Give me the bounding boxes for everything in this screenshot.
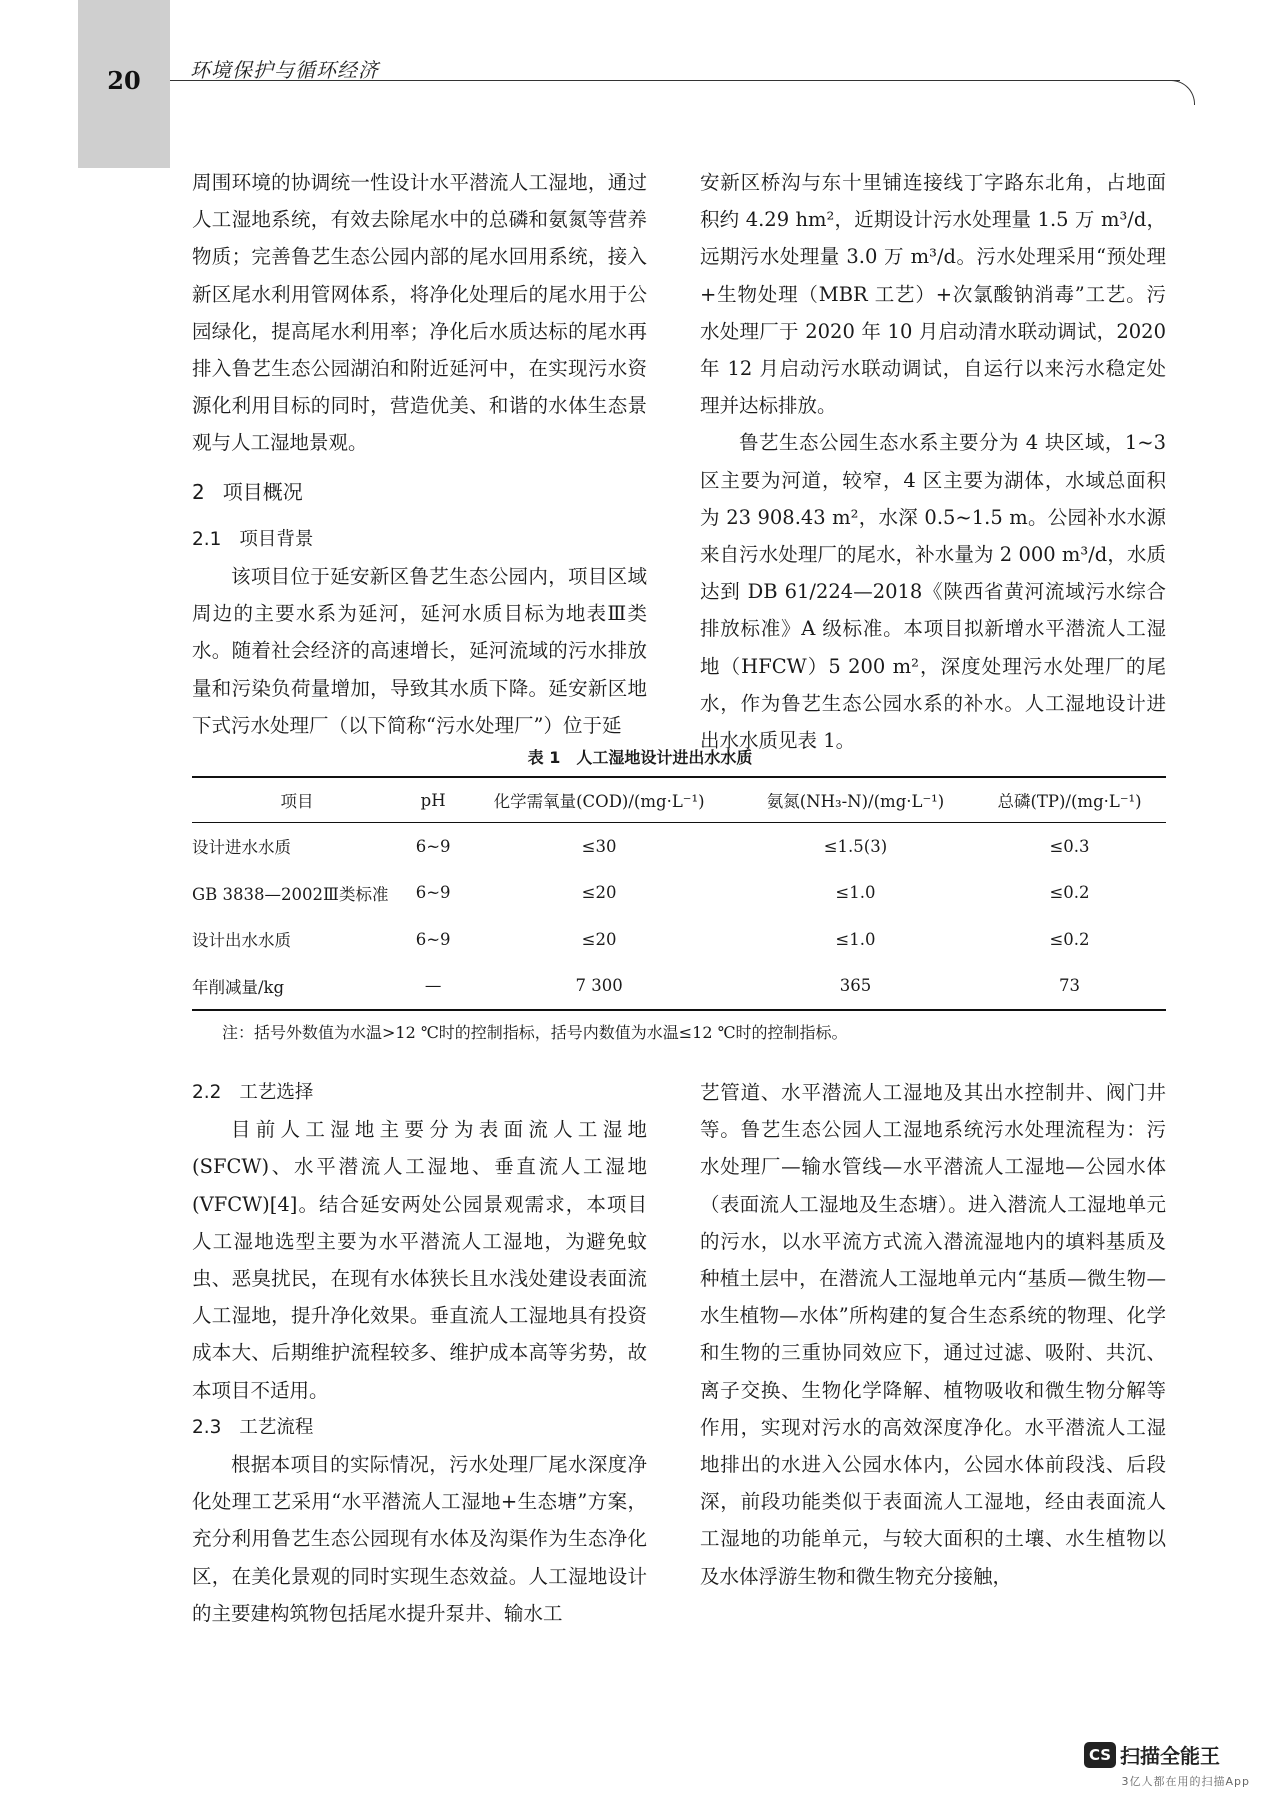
table-cell: ≤0.2 xyxy=(1049,929,1090,949)
paragraph: 该项目位于延安新区鲁艺生态公园内，项目区域周边的主要水系为延河，延河水质目标为地表Ⅲ类水。随着社会经济的高速增长，延河流域的污水排放量和污染负荷量增加，导致其水质下降。延安新区地下式污水处理厂（以下简称“污水处理厂”）位于延 xyxy=(192,565,647,737)
watermark-name: 扫描全能王 xyxy=(1120,1744,1220,1768)
journal-title: 环境保护与循环经济 xyxy=(190,58,379,82)
subsection-number: 2.3 xyxy=(192,1416,222,1438)
subsection-heading xyxy=(192,1074,647,1111)
subsection-heading xyxy=(192,1409,647,1446)
table-cell: 7 300 xyxy=(575,976,623,996)
left-column-lower xyxy=(192,1074,647,1632)
table-cell: 6~9 xyxy=(415,836,451,856)
column-header: 化学需氧量(COD)/(mg·L⁻¹) xyxy=(460,777,738,823)
water-quality-table xyxy=(192,776,1166,1011)
table-cell: ≤0.2 xyxy=(1049,883,1090,903)
subsection-title: 工艺选择 xyxy=(239,1082,314,1103)
table-cell: ≤20 xyxy=(581,883,617,903)
table-caption: 表 1 人工湿地设计进出水水质 xyxy=(527,748,753,767)
table-cell: ≤0.3 xyxy=(1049,836,1090,856)
table-row xyxy=(192,916,1166,963)
subsection-number: 2.1 xyxy=(192,528,222,550)
camscanner-logo-icon: CS xyxy=(1084,1742,1116,1768)
table-cell: ≤1.0 xyxy=(835,929,876,949)
header-rule xyxy=(170,80,1180,81)
table-cell: ≤1.5(3) xyxy=(823,836,888,856)
paragraph: 艺管道、水平潜流人工湿地及其出水控制井、阀门井等。鲁艺生态公园人工湿地系统污水处理流程为：污水处理厂—输水管线—水平潜流人工湿地—公园水体（表面流人工湿地及生态塘）。进入潜流人工湿地单元的污水，以水平流方式流入潜流湿地内的填料基质及种植土层中，在潜流人工湿地单元内“基质—微生物—水生植物—水体”所构建的复合生态系统的物理、化学和生物的三重协同效应下，通过过滤、吸附、共沉、离子交换、生物化学降解、植物吸收和微生物分解等作用，实现对污水的高效深度净化。水平潜流人工湿地排出的水进入公园水体内，公园水体前段浅、后段深，前段功能类似于表面流人工湿地，经由表面流人工湿地的功能单元，与较大面积的土壤、水生植物以及水体浮游生物和微生物充分接触， xyxy=(700,1081,1166,1588)
table-cell: 年削减量/kg xyxy=(192,977,285,997)
header-rule-curve xyxy=(1168,80,1195,105)
subsection-title: 工艺流程 xyxy=(239,1416,314,1438)
paragraph: 周围环境的协调统一性设计水平潜流人工湿地，通过人工湿地系统，有效去除尾水中的总磷和氨氮等营养物质；完善鲁艺生态公园内部的尾水回用系统，接入新区尾水利用管网体系，将净化处理后的尾水用于公园绿化，提高尾水利用率；净化后水质达标的尾水再排入鲁艺生态公园湖泊和附近延河中，在实现污水资源化利用目标的同时，营造优美、和谐的水体生态景观与人工湿地景观。 xyxy=(192,171,647,455)
section-heading xyxy=(192,474,647,511)
table-header-row xyxy=(192,777,1166,823)
table-cell: ≤30 xyxy=(581,836,617,856)
column-header: 总磷(TP)/(mg·L⁻¹) xyxy=(973,777,1166,823)
column-header: 项目 xyxy=(192,777,406,823)
table-cell: ≤1.0 xyxy=(835,883,876,903)
paragraph: 安新区桥沟与东十里铺连接线丁字路东北角，占地面积约 4.29 hm²，近期设计污水处理量 1.5 万 m³/d，远期污水处理量 3.0 万 m³/d。污水处理采用“预处理+生物处理（MBR 工艺）+次氯酸钠消毒”工艺。污水处理厂于 2020 年 10 月启动清水联动调试，2020 年 12 月启动污水联动调试，自运行以来污水稳定处理并达标排放。 xyxy=(700,171,1166,418)
subsection-title: 项目背景 xyxy=(239,528,314,550)
table-cell: — xyxy=(424,976,442,996)
watermark-tagline: 3亿人都在用的扫描App xyxy=(1121,1775,1250,1788)
table-cell: 6~9 xyxy=(415,883,451,903)
table-cell: 设计进水水质 xyxy=(192,838,291,858)
table-cell: 设计出水水质 xyxy=(192,931,291,951)
paragraph: 鲁艺生态公园生态水系主要分为 4 块区域，1~3区主要为河道，较窄，4 区主要为湖体，水域总面积为 23 908.43 m²，水深 0.5~1.5 m。公园补水水源来自污水处理厂的尾水，补水量为 2 000 m³/d，水质达到 DB 61/224—2018《陕西省黄河流域污水综合排放标准》A 级标准。本项目拟新增水平潜流人工湿地（HFCW）5 200 m²，深度处理污水处理厂的尾水，作为鲁艺生态公园水系的补水。人工湿地设计进出水水质见表 1。 xyxy=(700,431,1166,753)
right-column-upper xyxy=(700,164,1166,759)
table-row xyxy=(192,823,1166,870)
table-cell: ≤20 xyxy=(581,929,617,949)
table-note: 注：括号外数值为水温>12 ℃时的控制指标，括号内数值为水温≤12 ℃时的控制指标。 xyxy=(222,1023,848,1042)
watermark-brand xyxy=(1084,1740,1250,1769)
paragraph: 根据本项目的实际情况，污水处理厂尾水深度净化处理工艺采用“水平潜流人工湿地+生态塘”方案，充分利用鲁艺生态公园现有水体及沟渠作为生态净化区，在美化景观的同时实现生态效益。人工湿地设计的主要建构筑物包括尾水提升泵井、输水工 xyxy=(192,1453,647,1625)
subsection-heading xyxy=(192,521,647,558)
scanner-watermark xyxy=(1084,1740,1250,1789)
section-title: 项目概况 xyxy=(222,479,303,504)
subsection-number: 2.2 xyxy=(192,1082,222,1103)
table-row xyxy=(192,870,1166,917)
paragraph: 目前人工湿地主要分为表面流人工湿地(SFCW)、水平潜流人工湿地、垂直流人工湿地(VFCW)[4]。结合延安两处公园景观需求，本项目人工湿地选型主要为水平潜流人工湿地，为避免蚊虫、恶臭扰民，在现有水体狭长且水浅处建设表面流人工湿地，提升净化效果。垂直流人工湿地具有投资成本大、后期维护流程较多、维护成本高等劣势，故本项目不适用。 xyxy=(192,1118,647,1402)
left-column-upper xyxy=(192,164,647,744)
right-column-lower xyxy=(700,1074,1166,1595)
column-header: 氨氮(NH₃-N)/(mg·L⁻¹) xyxy=(738,777,973,823)
column-header: pH xyxy=(406,777,460,823)
section-number: 2 xyxy=(192,479,205,504)
page-number: 20 xyxy=(107,66,141,95)
table-cell: 73 xyxy=(1059,976,1081,996)
table-row xyxy=(192,963,1166,1011)
table-cell: 365 xyxy=(839,976,872,996)
table-cell: 6~9 xyxy=(415,929,451,949)
table-cell: GB 3838—2002Ⅲ类标准 xyxy=(192,884,389,904)
